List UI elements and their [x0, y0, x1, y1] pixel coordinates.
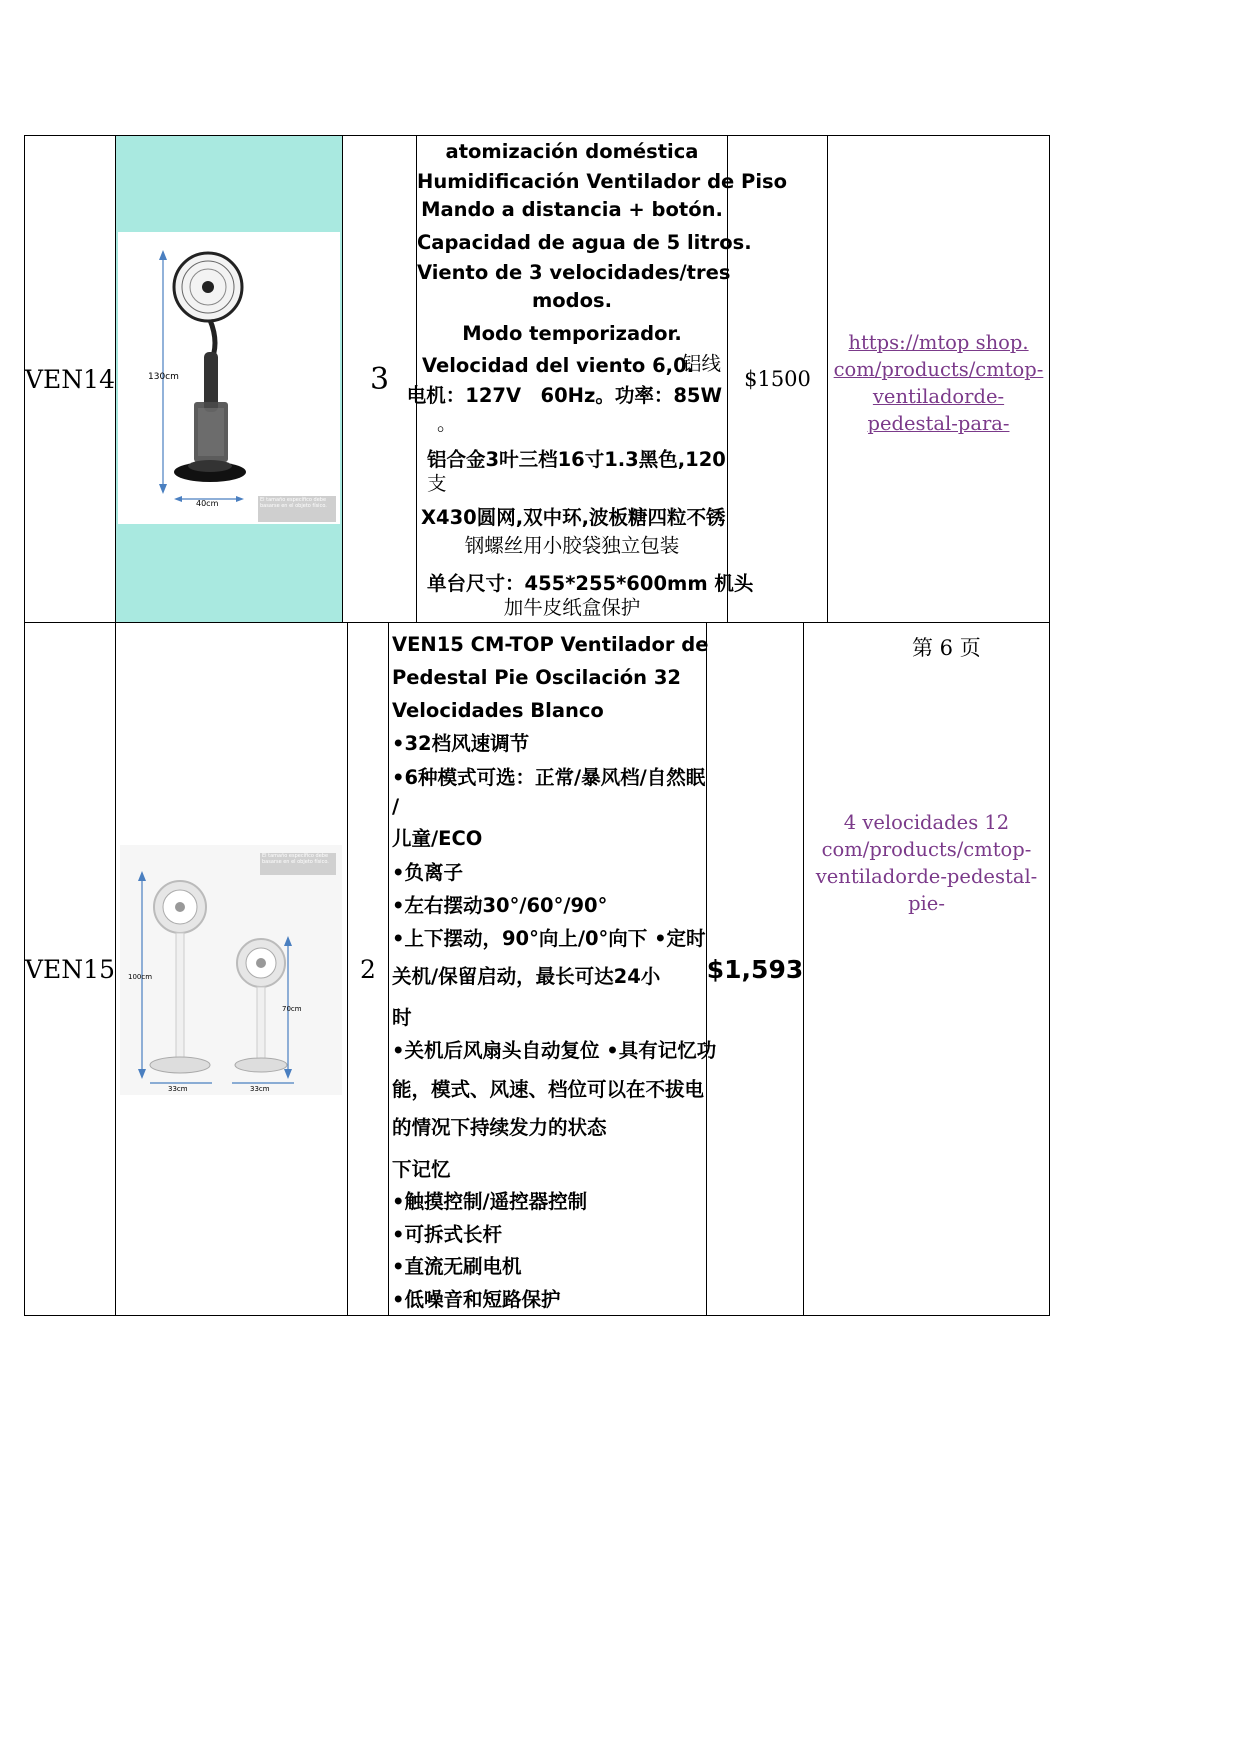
sku-cell-ven14 [24, 135, 116, 623]
desc-line: 单台尺寸：455*255*600mm 机头 [427, 572, 754, 595]
link-line: pedestal-para- [867, 412, 1010, 435]
price-text: $1,593 [706, 954, 804, 984]
pedestal-fans-graphic [120, 845, 342, 1095]
desc-line: •6种模式可选：正常/暴风档/自然眠 [392, 766, 706, 789]
desc-line: modos. [531, 289, 613, 312]
desc-line: Capacidad de agua de 5 litros. [417, 231, 752, 254]
desc-line: 关机/保留启动，最长可达24小 [392, 965, 661, 988]
link-cell-ven14 [827, 135, 1050, 623]
price-cell-ven15 [706, 622, 804, 1316]
desc-line: 钢螺丝用小胶袋独立包装 [464, 534, 680, 557]
qty-text: 3 [369, 361, 390, 397]
desc-line: •低噪音和短路保护 [392, 1288, 561, 1311]
desc-line: atomización doméstica [445, 140, 699, 163]
sku-text: VEN15 [25, 954, 115, 984]
width-label-a: 33cm [168, 1085, 188, 1093]
desc-line: Humidificación Ventilador de Piso [417, 170, 788, 193]
desc-line: Pedestal Pie Oscilación 32 [392, 666, 681, 689]
width-label: 40cm [196, 499, 219, 508]
qty-cell-ven15 [347, 622, 389, 1316]
desc-line: 。 [437, 412, 457, 435]
desc-line: •关机后风扇头自动复位 •具有记忆功 [392, 1039, 717, 1062]
product-image-ven14 [118, 232, 340, 524]
size-note: El tamaño específico debe basarse en el objeto físico. [260, 497, 327, 509]
page-number: 第 6 页 [912, 636, 981, 660]
desc-line: 加牛皮纸盒保护 [503, 596, 641, 619]
height-label: 130cm [148, 372, 179, 382]
desc-line: 儿童/ECO [392, 827, 483, 850]
link-line: https://mtop shop. [848, 331, 1029, 354]
desc-line: Mando a distancia + botón. [421, 198, 723, 221]
desc-line: 能，模式、风速、档位可以在不拔电 [392, 1078, 705, 1101]
desc-line: •触摸控制/遥控器控制 [392, 1190, 588, 1213]
desc-line: 铝合金3叶三档16寸1.3黑色,120 [427, 448, 726, 471]
desc-line: Velocidades Blanco [392, 699, 604, 722]
desc-line: Velocidad del viento 6,0. [422, 354, 695, 377]
link-line: com/products/cmtop- [821, 838, 1032, 861]
image-cell-ven15 [115, 622, 348, 1316]
link-line: ventiladorde-pedestal- [815, 865, 1038, 888]
desc-line: •32档风速调节 [392, 732, 530, 755]
desc-cell-ven15 [388, 622, 717, 1316]
height-label-short: 70cm [282, 1005, 302, 1013]
desc-line: 的情况下持续发力的状态 [392, 1116, 607, 1139]
desc-line: Modo temporizador. [462, 322, 682, 345]
product-link-ven15[interactable] [804, 809, 1049, 917]
desc-line: 支 [427, 472, 447, 495]
desc-line: •直流无刷电机 [392, 1255, 522, 1278]
desc-line: Viento de 3 velocidades/tres [417, 261, 731, 284]
link-line: ventiladorde- [872, 385, 1005, 408]
link-line: pie- [908, 892, 945, 915]
qty-text: 2 [360, 954, 376, 984]
link-line: com/products/cmtop- [833, 358, 1044, 381]
link-line: 4 velocidades 12 [843, 811, 1010, 834]
product-image-ven15 [120, 845, 342, 1095]
sku-text: VEN14 [25, 364, 115, 394]
desc-line: •可拆式长杆 [392, 1223, 502, 1246]
desc-line: •负离子 [392, 861, 463, 884]
link-cell-ven15 [803, 622, 1050, 1316]
height-label-tall: 100cm [128, 973, 153, 981]
product-link-ven14[interactable] [828, 329, 1049, 437]
desc-line: X430圆网,双中环,波板糖四粒不锈 [421, 506, 726, 529]
width-label-b: 33cm [250, 1085, 270, 1093]
size-note: El tamaño específico debe basarse en el objeto físico. [262, 853, 329, 865]
sku-cell-ven15 [24, 622, 116, 1316]
qty-cell-ven14 [342, 135, 417, 623]
desc-line: 铝线 [681, 352, 721, 375]
desc-line: 下记忆 [392, 1158, 451, 1181]
desc-line: 电机：127V 60Hz。功率：85W [406, 384, 722, 407]
image-cell-ven14 [115, 135, 343, 623]
desc-line: 时 [392, 1006, 412, 1029]
desc-line: •上下摆动，90°向上/0°向下 •定时 [392, 927, 706, 950]
desc-line: •左右摆动30°/60°/90° [392, 894, 608, 917]
price-cell-ven14 [727, 135, 828, 623]
desc-line: VEN15 CM-TOP Ventilador de [392, 633, 709, 656]
price-text: $1500 [744, 367, 811, 391]
desc-line: / [392, 795, 400, 818]
